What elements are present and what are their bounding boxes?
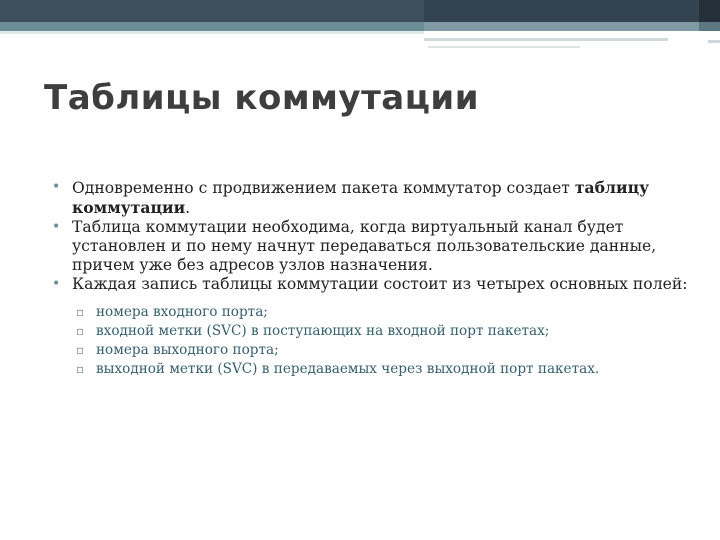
slide-title: Таблицы коммутации (44, 78, 480, 118)
sub-item-text: номера входного порта; (96, 304, 268, 320)
slide-content (52, 178, 692, 379)
header-bar-dark-left (0, 0, 424, 22)
header-bar-dark-mid (424, 0, 699, 22)
header-bar-teal-mid (424, 22, 699, 31)
sub-item-1 (76, 303, 692, 322)
sub-item-text: входной метки (SVC) в поступающих на входной порт пакетах; (96, 323, 550, 339)
bullet-icon: • (52, 276, 61, 292)
bullet-icon: • (52, 179, 61, 195)
bullet-item-2 (52, 218, 692, 275)
sub-item-4 (76, 360, 692, 379)
sub-item-text: номера выходного порта; (96, 342, 279, 358)
header-bar-teal-left (0, 22, 424, 31)
bullet-text: Таблица коммутации необходима, когда виртуальный канал будет установлен и по нему начнут передаваться пользовательские данные, причем уже без адресов узлов назначения. (72, 218, 657, 274)
sub-list (52, 303, 692, 379)
sub-item-2 (76, 322, 692, 341)
header-line-1 (0, 31, 424, 34)
bullet-text: Одновременно с продвижением пакета коммутатор создает (72, 179, 570, 197)
header-line-4 (708, 40, 720, 43)
bullet-item-3 (52, 275, 692, 294)
square-bullet-icon: ▫ (76, 324, 85, 338)
header-line-2 (424, 38, 668, 41)
bullet-text-end: . (185, 199, 191, 217)
header-bar-teal-right (699, 22, 720, 31)
bullet-bold-text: таблицу коммутации (72, 178, 650, 217)
header-line-3 (428, 46, 580, 48)
sub-item-text: выходной метки (SVC) в передаваемых через выходной порт пакетах. (96, 361, 600, 377)
square-bullet-icon: ▫ (76, 362, 85, 376)
header-bar-dark-right (699, 0, 720, 22)
square-bullet-icon: ▫ (76, 305, 85, 319)
sub-item-3 (76, 341, 692, 360)
bullet-text: Каждая запись таблицы коммутации состоит из четырех основных полей: (72, 275, 688, 293)
bullet-icon: • (52, 219, 61, 235)
bullet-item-1 (52, 178, 692, 218)
square-bullet-icon: ▫ (76, 343, 85, 357)
